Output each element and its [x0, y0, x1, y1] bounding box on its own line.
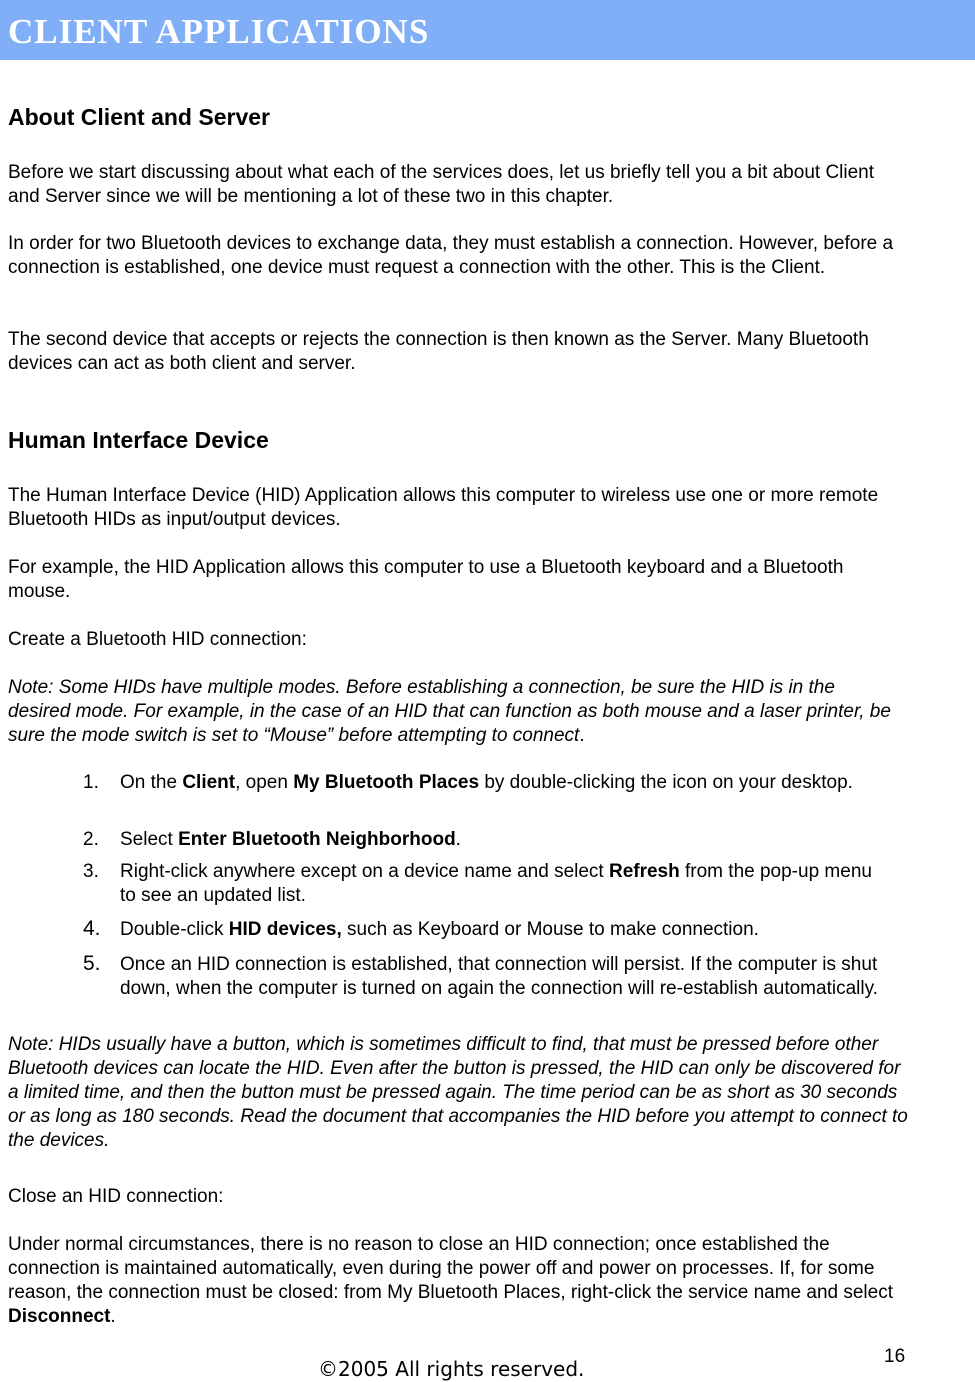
note: Note: HIDs usually have a button, which is sometimes difficult to find, that must be pressed before other Bluetooth devices can locate the HID. Even after the button is pressed, the HID can only be discovered for a limited time, and then the button must be pressed again. The time period can be as short as 30 seconds or as long as 180 seconds. Read the document that accompanies the HID before you attempt to connect to the devices.	[8, 1034, 908, 1151]
chapter-title: CLIENT APPLICATIONS	[8, 12, 430, 51]
note-text: Note: Some HIDs have multiple modes. Before establishing a connection, be sure the HID is in the desired mode. For example, in the case of an HID that can function as both mouse and a laser printer, be sure the mode switch is set to “Mouse” before attempting to connect	[8, 677, 891, 746]
step-text: Double-click HID devices, such as Keyboard or Mouse to make connection.	[120, 919, 759, 940]
step-text: On the Client, open My Bluetooth Places by double-clicking the icon on your desktop.	[120, 772, 853, 793]
step-number: 1.	[83, 772, 99, 793]
paragraph: In order for two Bluetooth devices to exchange data, they must establish a connection. However, before a connection is established, one device must request a connection with the other. This is the Client.	[8, 233, 894, 278]
step-text: Right-click anywhere except on a device name and select Refresh from the pop-up menu to see an updated list.	[120, 861, 872, 906]
disconnect-term: Disconnect	[8, 1306, 111, 1327]
paragraph: For example, the HID Application allows this computer to use a Bluetooth keyboard and a Bluetooth mouse.	[8, 557, 844, 602]
paragraph: The Human Interface Device (HID) Application allows this computer to wireless use one or more remote Bluetooth HIDs as input/output devices.	[8, 485, 879, 530]
step-text: Once an HID connection is established, that connection will persist. If the computer is shut down, when the computer is turned on again the connection will re-establish automatically.	[120, 954, 878, 999]
step-number: 3.	[83, 861, 99, 882]
step-number: 2.	[83, 829, 99, 850]
note-end: .	[579, 725, 585, 746]
step-number: 4.	[83, 917, 101, 940]
page-number: 16	[884, 1346, 906, 1367]
step-text: Select Enter Bluetooth Neighborhood.	[120, 829, 461, 850]
copyright: ©2005 All rights reserved.	[318, 1357, 585, 1381]
header-banner	[0, 0, 975, 60]
paragraph: Close an HID connection:	[8, 1186, 224, 1207]
note	[8, 676, 893, 748]
step-number: 5.	[83, 952, 101, 975]
paragraph: Under normal circumstances, there is no reason to close an HID connection; once established the connection is maintained automatically, even during the power off and power on processes. If, for some reason, the connection must be closed: from My Bluetooth Places, right-click the service name and select Disconnect.	[8, 1234, 893, 1327]
paragraph: Create a Bluetooth HID connection:	[8, 629, 307, 650]
heading-hid: Human Interface Device	[8, 427, 269, 453]
paragraph: Before we start discussing about what each of the services does, let us briefly tell you a bit about Client and Server since we will be mentioning a lot of these two in this chapter.	[8, 162, 875, 207]
paragraph: The second device that accepts or rejects the connection is then known as the Server. Many Bluetooth devices can act as both client and server.	[8, 329, 869, 374]
heading-client-server: About Client and Server	[8, 104, 270, 130]
